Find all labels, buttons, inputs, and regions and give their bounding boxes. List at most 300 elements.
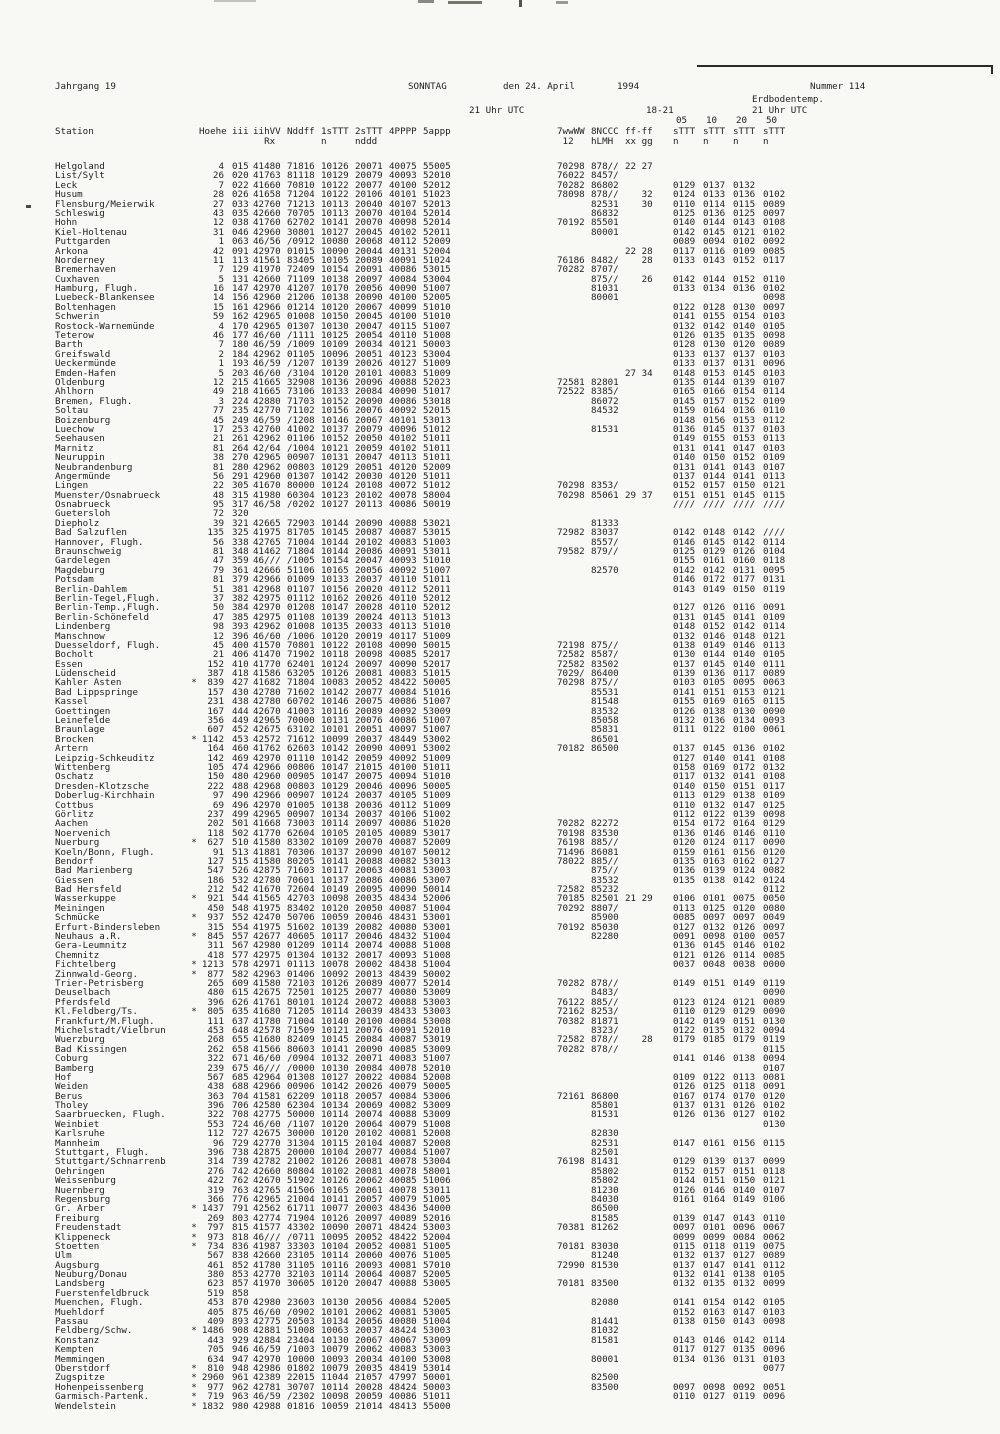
- mountain-marker: [189, 1251, 199, 1260]
- station-name: Hohenpeissenberg: [55, 1381, 144, 1393]
- group-4pppp: 40084: [389, 273, 417, 285]
- group-8nccc: [591, 622, 625, 631]
- soil-temp-50: 0120: [763, 1090, 786, 1102]
- group-7wwww: 70192: [557, 217, 585, 229]
- group-2sttt: 20056: [355, 283, 383, 295]
- group-ff-ff: [625, 725, 673, 734]
- soil-temp-10: 0149: [703, 583, 726, 595]
- soil-temp-05: 0110: [673, 1006, 696, 1018]
- soil-temp-20: 0126: [733, 1100, 756, 1112]
- group-4pppp: 48422: [389, 677, 417, 689]
- soil-temp-20: 0119: [733, 1240, 756, 1252]
- group-nddff: 70000: [287, 715, 315, 727]
- soil-temp-50: 0117: [763, 254, 786, 266]
- soil-temp-50: 0096: [763, 1391, 786, 1403]
- height-value: 453: [207, 1024, 224, 1036]
- group-8nccc: 81032: [591, 1325, 619, 1337]
- group-iihvv: 42670: [253, 1175, 281, 1187]
- group-ff-ff: [625, 632, 673, 641]
- station-number: 853: [232, 1269, 249, 1281]
- group-4pppp: 40072: [389, 480, 417, 492]
- station-name: Chemnitz: [55, 949, 100, 961]
- soil-temp-20: 0140: [733, 649, 756, 661]
- group-ff-ff: [625, 1120, 673, 1129]
- group-nddff: 01406: [287, 968, 315, 980]
- station-name: Zugspitze: [55, 1372, 105, 1384]
- group-iihvv: 41762: [253, 743, 281, 755]
- soil-temp-20: 0136: [733, 743, 756, 755]
- station-name: Artern: [55, 743, 89, 755]
- group-4pppp: 40084: [389, 1147, 417, 1159]
- soil-temp-05: 0132: [673, 1250, 696, 1262]
- group-8nccc: 86800: [591, 1090, 619, 1102]
- soil-temp-20: 0134: [733, 715, 756, 727]
- soil-temp-50: 0062: [763, 1231, 786, 1243]
- station-name: Berus: [55, 1090, 83, 1102]
- group-5appp: 53011: [423, 546, 451, 558]
- group-8nccc: [591, 791, 625, 800]
- soil-temp-20: 0142: [733, 536, 756, 548]
- soil-temp-20: 0170: [733, 1090, 756, 1102]
- group-ff-ff: [625, 810, 673, 819]
- mountain-marker: *: [191, 837, 197, 849]
- mountain-marker: [189, 1017, 199, 1026]
- group-8nccc: 81581: [591, 1334, 619, 1346]
- soil-temp-10: 0154: [703, 1297, 726, 1309]
- height-value: 1142: [201, 733, 224, 745]
- group-2sttt: 20040: [355, 198, 383, 210]
- group-iihvv: 42660: [253, 207, 281, 219]
- station-number: 015: [232, 161, 249, 172]
- group-2sttt: 20003: [355, 1203, 383, 1215]
- group-nddff: 01008: [287, 621, 315, 633]
- group-ff-ff: [625, 763, 673, 772]
- group-4pppp: 40079: [389, 1081, 417, 1093]
- station-number: 430: [232, 686, 249, 698]
- group-8nccc: [591, 754, 625, 763]
- group-iihvv: 41658: [253, 189, 281, 201]
- soil-temp-05: 0131: [673, 611, 696, 623]
- group-nddff: 83302: [287, 837, 315, 849]
- group-iihvv: 46/60: [253, 630, 281, 642]
- issue-number: Nummer 114: [810, 81, 866, 92]
- group-nddff: 51008: [287, 1325, 315, 1337]
- group-5appp: 53004: [423, 348, 451, 360]
- soil-temp-50: 0127: [763, 855, 786, 867]
- group-5appp: 51005: [423, 1240, 451, 1252]
- group-2sttt: 20047: [355, 452, 383, 464]
- mountain-marker: [189, 857, 199, 866]
- soil-temp-10: [703, 1364, 733, 1373]
- group-7wwww: [557, 303, 591, 312]
- group-iihvv: 41586: [253, 668, 281, 680]
- group-5appp: 53009: [423, 705, 451, 717]
- group-2sttt: 20026: [355, 358, 383, 370]
- soil-temp-50: 0103: [763, 442, 786, 454]
- group-iihvv: 42578: [253, 1024, 281, 1036]
- group-8nccc: 84030: [591, 1193, 619, 1205]
- group-1sttt: 10123: [321, 489, 349, 501]
- soil-temp-05: 0152: [673, 1165, 696, 1177]
- soil-temp-10: 0141: [703, 442, 726, 454]
- group-nddff: 21206: [287, 292, 315, 304]
- station-name: Schwerin: [55, 311, 100, 323]
- group-iihvv: 42765: [253, 536, 281, 548]
- group-8nccc: 81548: [591, 696, 619, 708]
- group-iihvv: 42572: [253, 733, 281, 745]
- station-number: 325: [232, 527, 249, 539]
- station-number: 033: [232, 198, 249, 210]
- group-4pppp: 40099: [389, 301, 417, 313]
- group-ff-ff: [625, 744, 673, 753]
- group-1sttt: 10109: [321, 339, 349, 351]
- group-5appp: 52017: [423, 649, 451, 661]
- group-2sttt: 20079: [355, 170, 383, 182]
- soil-temp-20: 0140: [733, 658, 756, 670]
- soil-temp-05: 0121: [673, 949, 696, 961]
- height-value: 152: [207, 658, 224, 670]
- station-number: 449: [232, 715, 249, 727]
- mountain-marker: [189, 979, 199, 988]
- mountain-marker: [189, 340, 199, 349]
- soil-temp-50: 0000: [763, 959, 786, 971]
- group-7wwww: [557, 1073, 591, 1082]
- group-5appp: 50001: [423, 1372, 451, 1384]
- group-4pppp: 40082: [389, 855, 417, 867]
- group-2sttt: 20097: [355, 273, 383, 285]
- soil-temp-05: 0115: [673, 1240, 696, 1252]
- mountain-marker: [189, 293, 199, 302]
- group-7wwww: [557, 1176, 591, 1185]
- group-nddff: 23105: [287, 1250, 315, 1262]
- soil-temp-50: 0099: [763, 1156, 786, 1168]
- station-name: Angermünde: [55, 470, 111, 482]
- sub-xxgg: xx gg: [625, 136, 653, 147]
- soil-temp-05: 0137: [673, 470, 696, 482]
- soil-temp-10: 0099: [703, 1231, 726, 1243]
- group-2sttt: 20077: [355, 987, 383, 999]
- group-2sttt: 20060: [355, 1250, 383, 1262]
- station-number: 162: [232, 311, 249, 323]
- mountain-marker: [189, 650, 199, 659]
- group-7wwww: [557, 350, 591, 359]
- group-8nccc: 86500: [591, 743, 619, 755]
- group-ff-ff: [625, 1054, 673, 1063]
- group-4pppp: 48436: [389, 1203, 417, 1215]
- group-nddff: 21004: [287, 1193, 315, 1205]
- height-value: 48: [212, 489, 224, 501]
- group-5appp: 51007: [423, 696, 451, 708]
- group-1sttt: 10122: [321, 639, 349, 651]
- group-nddff: 10000: [287, 1353, 315, 1365]
- group-7wwww: 70192: [557, 921, 585, 933]
- group-1sttt: 10146: [321, 414, 349, 426]
- soil-temp-50: [763, 1402, 793, 1411]
- group-7wwww: 70182: [557, 743, 585, 755]
- soil-temp-05: 0152: [673, 1306, 696, 1318]
- station-name: Bad Lippspringe: [55, 686, 138, 698]
- station-name: Luechow: [55, 423, 94, 435]
- height-value: 977: [207, 1381, 224, 1393]
- group-ff-ff: [625, 312, 673, 321]
- group-7wwww: [557, 951, 591, 960]
- mountain-marker: *: [191, 1240, 197, 1252]
- table-row: [55, 1402, 795, 1411]
- height-value: 396: [207, 1100, 224, 1112]
- group-8nccc: [591, 463, 625, 472]
- height-value: 91: [212, 846, 224, 858]
- soil-temp-05: 0112: [673, 808, 696, 820]
- group-2sttt: 20071: [355, 161, 383, 172]
- group-2sttt: 20034: [355, 1353, 383, 1365]
- station-number: 113: [232, 254, 249, 266]
- soil-temp-10: 0145: [703, 536, 726, 548]
- group-iihvv: 42966: [253, 790, 281, 802]
- group-5appp: 50012: [423, 846, 451, 858]
- group-4pppp: 40093: [389, 170, 417, 182]
- group-8nccc: 85531: [591, 686, 619, 698]
- group-4pppp: 40100: [389, 311, 417, 323]
- soil-temp-10: 0137: [703, 1250, 726, 1262]
- group-ff-ff: [625, 876, 673, 885]
- group-4pppp: 40105: [389, 790, 417, 802]
- soil-temp-10: 0166: [703, 386, 726, 398]
- group-nddff: 72409: [287, 264, 315, 276]
- group-2sttt: 20024: [355, 611, 383, 623]
- group-7wwww: 72198: [557, 639, 585, 651]
- group-2sttt: 20046: [355, 931, 383, 943]
- height-value: 51: [212, 583, 224, 595]
- soil-temp-10: 0133: [703, 189, 726, 201]
- group-1sttt: 10154: [321, 555, 349, 567]
- group-4pppp: 40096: [389, 780, 417, 792]
- soil-temp-20: 0143: [733, 217, 756, 229]
- height-value: 1486: [201, 1325, 224, 1337]
- station-number: 291: [232, 470, 249, 482]
- group-iihvv: 42881: [253, 1325, 281, 1337]
- group-nddff: 80603: [287, 1043, 315, 1055]
- station-number: 400: [232, 639, 249, 651]
- group-5appp: 52011: [423, 226, 451, 238]
- soil-temp-10: 0163: [703, 1306, 726, 1318]
- col-5appp: 5appp: [423, 126, 451, 137]
- group-ff-ff: [625, 1073, 673, 1082]
- group-iihvv: 41470: [253, 649, 281, 661]
- mountain-marker: [189, 556, 199, 565]
- group-ff-ff: [625, 1064, 673, 1073]
- group-iihvv: 42960: [253, 226, 281, 238]
- station-name: Noervenich: [55, 827, 111, 839]
- group-4pppp: 40110: [389, 592, 417, 604]
- group-2sttt: 20046: [355, 780, 383, 792]
- group-4pppp: 40088: [389, 1109, 417, 1121]
- group-2sttt: 20037: [355, 790, 383, 802]
- group-iihvv: 42875: [253, 1147, 281, 1159]
- group-4pppp: 40112: [389, 236, 417, 248]
- group-4pppp: 40113: [389, 621, 417, 633]
- soil-temp-10: 0144: [703, 376, 726, 388]
- soil-temp-50: 0111: [763, 658, 786, 670]
- group-4pppp: 40088: [389, 376, 417, 388]
- mountain-marker: [189, 810, 199, 819]
- height-value: 262: [207, 1043, 224, 1055]
- group-4pppp: 40088: [389, 996, 417, 1008]
- group-7wwww: [557, 688, 591, 697]
- group-8nccc: 8457/: [591, 170, 619, 182]
- group-8nccc: 86802: [591, 179, 619, 191]
- mountain-marker: [189, 1045, 199, 1054]
- height-value: 705: [207, 1344, 224, 1356]
- group-5appp: 51008: [423, 949, 451, 961]
- soil-temp-05: 0131: [673, 461, 696, 473]
- group-nddff: 62209: [287, 1090, 315, 1102]
- group-1sttt: 10078: [321, 959, 349, 971]
- station-name: Deuselbach: [55, 987, 111, 999]
- height-value: 1: [218, 236, 224, 248]
- group-nddff: 01005: [287, 799, 315, 811]
- soil-temp-50: 0098: [763, 292, 786, 304]
- group-5appp: 51008: [423, 330, 451, 342]
- group-iihvv: 46/60: [253, 1053, 281, 1065]
- group-2sttt: 20089: [355, 705, 383, 717]
- height-value: 409: [207, 1316, 224, 1328]
- group-nddff: 70801: [287, 639, 315, 651]
- group-8nccc: 80001: [591, 226, 619, 238]
- soil-temp-20: [733, 162, 763, 171]
- height-value: 222: [207, 780, 224, 792]
- height-value: 50: [212, 602, 224, 614]
- group-1sttt: 10162: [321, 592, 349, 604]
- group-4pppp: 40078: [389, 1165, 417, 1177]
- group-5appp: 51006: [423, 1175, 451, 1187]
- soil-temp-50: 0118: [763, 1165, 786, 1177]
- soil-temp-05: 0103: [673, 677, 696, 689]
- group-2sttt: 20090: [355, 743, 383, 755]
- group-1sttt: 10114: [321, 1109, 349, 1121]
- height-value: 45: [212, 639, 224, 651]
- group-7wwww: 70198: [557, 827, 585, 839]
- group-nddff: 00907: [287, 452, 315, 464]
- station-number: 280: [232, 461, 249, 473]
- group-2sttt: 20076: [355, 1024, 383, 1036]
- height-value: 1213: [201, 959, 224, 971]
- station-number: 488: [232, 780, 249, 792]
- group-8nccc: [591, 960, 625, 969]
- soil-temp-50: 0102: [763, 1100, 786, 1112]
- group-2sttt: 20081: [355, 1165, 383, 1177]
- group-nddff: 01307: [287, 320, 315, 332]
- group-1sttt: 10120: [321, 1278, 349, 1290]
- group-iihvv: 42770: [253, 1137, 281, 1149]
- group-iihvv: 42780: [253, 696, 281, 708]
- group-ff-ff: [625, 472, 673, 481]
- height-value: 49: [212, 386, 224, 398]
- group-7wwww: [557, 1336, 591, 1345]
- group-4pppp: 40080: [389, 921, 417, 933]
- group-2sttt: 20069: [355, 1100, 383, 1112]
- group-1sttt: 10124: [321, 996, 349, 1008]
- height-value: 95: [212, 499, 224, 511]
- soil-temp-50: 0102: [763, 940, 786, 952]
- group-nddff: 60304: [287, 489, 315, 501]
- group-ff-ff: [625, 1195, 673, 1204]
- soil-temp-20: 0129: [733, 1006, 756, 1018]
- soil-temp-10: 0129: [703, 546, 726, 558]
- group-2sttt: 20077: [355, 179, 383, 191]
- station-name: Schleswig: [55, 207, 105, 219]
- height-value: 547: [207, 865, 224, 877]
- group-iihvv: 42880: [253, 395, 281, 407]
- group-5appp: 52008: [423, 1071, 451, 1083]
- soil-temp-10: 0163: [703, 855, 726, 867]
- col-sttt-05: sTTT: [673, 126, 696, 137]
- group-ff-ff: [625, 688, 673, 697]
- height-value: 96: [212, 1137, 224, 1149]
- station-number: 305: [232, 480, 249, 492]
- group-8nccc: 875//: [591, 639, 619, 651]
- height-value: 22: [212, 480, 224, 492]
- group-5appp: 51007: [423, 320, 451, 332]
- soil-temp-20: 0138: [733, 1269, 756, 1281]
- group-2sttt: 20086: [355, 546, 383, 558]
- soil-temp-20: [733, 509, 763, 518]
- group-1sttt: 10147: [321, 771, 349, 783]
- group-1sttt: 10104: [321, 1240, 349, 1252]
- group-ff-ff: [625, 697, 673, 706]
- group-nddff: 41003: [287, 705, 315, 717]
- height-value: 839: [207, 677, 224, 689]
- group-5appp: 53015: [423, 527, 451, 539]
- group-5appp: 53014: [423, 1363, 451, 1374]
- height-value: 1437: [201, 1203, 224, 1215]
- station-name: Gr. Arber: [55, 1203, 105, 1215]
- group-1sttt: 10170: [321, 283, 349, 295]
- height-value: 269: [207, 1212, 224, 1224]
- group-nddff: /0711: [287, 1231, 315, 1243]
- mountain-marker: [189, 1289, 199, 1298]
- group-8nccc: 875//: [591, 865, 619, 877]
- height-value: 3: [218, 395, 224, 407]
- group-5appp: 51004: [423, 902, 451, 914]
- soil-temp-05: 0142: [673, 1015, 696, 1027]
- group-ff-ff: [625, 434, 673, 443]
- mountain-marker: [189, 988, 199, 997]
- group-iihvv: 41780: [253, 1259, 281, 1271]
- group-5appp: 53013: [423, 855, 451, 867]
- group-1sttt: 10059: [321, 912, 349, 924]
- group-8nccc: [591, 763, 625, 772]
- soil-temp-05: 0134: [673, 1353, 696, 1365]
- group-2sttt: 20044: [355, 245, 383, 257]
- mountain-marker: [189, 406, 199, 415]
- group-7wwww: [557, 322, 591, 331]
- group-2sttt: 20020: [355, 583, 383, 595]
- group-iihvv: 41462: [253, 546, 281, 558]
- group-4pppp: 40087: [389, 1034, 417, 1046]
- station-number: 554: [232, 921, 249, 933]
- group-2sttt: 20096: [355, 376, 383, 388]
- group-5appp: 51010: [423, 311, 451, 323]
- group-7wwww: [557, 1186, 591, 1195]
- group-2sttt: 20082: [355, 921, 383, 933]
- height-value: 47: [212, 555, 224, 567]
- group-ff-ff: [625, 293, 673, 302]
- group-nddff: 71804: [287, 546, 315, 558]
- group-nddff: 71816: [287, 161, 315, 172]
- group-8nccc: 875//: [591, 677, 619, 689]
- group-5appp: 51010: [423, 555, 451, 567]
- group-8nccc: [591, 303, 625, 312]
